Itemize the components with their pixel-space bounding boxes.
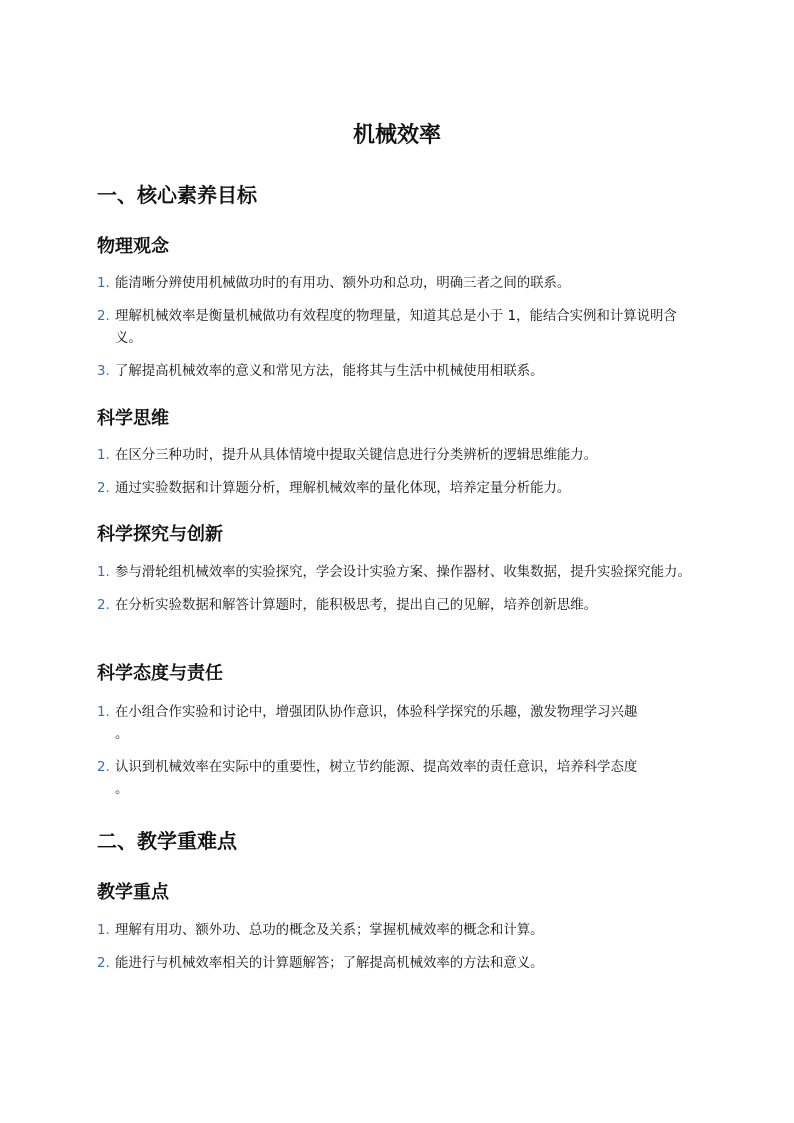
subsection-heading-scientific-thinking: 科学思维 [97, 408, 169, 429]
list-number: 1. [97, 705, 110, 720]
section-heading-core-goals: 一、核心素养目标 [97, 183, 257, 207]
list-number: 1. [97, 276, 110, 291]
list-item-text: 能清晰分辨使用机械做功时的有用功、额外功和总功，明确三者之间的联系。 [115, 276, 571, 291]
list-item [97, 478, 697, 500]
list-item-ending: 。 [115, 782, 129, 797]
list-number: 1. [97, 448, 110, 463]
scientific-thinking-list [97, 445, 697, 500]
list-item-text: 能进行与机械效率相关的计算题解答；了解提高机械效率的方法和意义。 [115, 956, 544, 971]
list-item-text: 在分析实验数据和解答计算题时，能积极思考，提出自己的见解，培养创新思维。 [115, 598, 598, 613]
subsection-heading-inquiry-innovation: 科学探究与创新 [97, 524, 223, 545]
list-number: 1. [97, 923, 110, 938]
attitude-responsibility-list [97, 702, 697, 801]
list-item [97, 361, 697, 383]
list-item [97, 953, 697, 975]
list-item-text: 参与滑轮组机械效率的实验探究，学会设计实验方案、操作器材、收集数据，提升实验探究能力。 [115, 565, 691, 580]
list-item-ending: 。 [115, 727, 129, 742]
list-item-text: 认识到机械效率在实际中的重要性，树立节约能源、提高效率的责任意识，培养科学态度 [115, 760, 638, 775]
list-number: 2. [97, 309, 110, 324]
subsection-heading-teaching-focus: 教学重点 [97, 882, 169, 903]
list-number: 1. [97, 565, 110, 580]
list-item-text: 通过实验数据和计算题分析，理解机械效率的量化体现，培养定量分析能力。 [115, 481, 571, 496]
inquiry-innovation-list [97, 562, 697, 617]
list-number: 2. [97, 481, 110, 496]
list-item-text: 在小组合作实验和讨论中，增强团队协作意识，体验科学探究的乐趣，激发物理学习兴趣 [115, 705, 638, 720]
physics-concept-list [97, 273, 697, 383]
list-item-text: 了解提高机械效率的意义和常见方法，能将其与生活中机械使用相联系。 [115, 364, 544, 379]
list-item [97, 306, 697, 350]
list-item-text: 理解机械效率是衡量机械做功有效程度的物理量，知道其总是小于 1，能结合实例和计算说明含义。 [115, 309, 677, 346]
subsection-heading-attitude-responsibility: 科学态度与责任 [97, 663, 223, 684]
subsection-heading-physics-concept: 物理观念 [97, 236, 169, 257]
list-item-text: 在区分三种功时，提升从具体情境中提取关键信息进行分类辨析的逻辑思维能力。 [115, 448, 598, 463]
section-heading-key-difficulties: 二、教学重难点 [97, 829, 237, 853]
list-number: 2. [97, 598, 110, 613]
list-number: 3. [97, 364, 110, 379]
list-item [97, 445, 697, 467]
list-item [97, 757, 697, 801]
list-item [97, 920, 697, 942]
list-number: 2. [97, 760, 110, 775]
list-number: 2. [97, 956, 110, 971]
list-item-text: 理解有用功、额外功、总功的概念及关系；掌握机械效率的概念和计算。 [115, 923, 544, 938]
teaching-focus-list [97, 920, 697, 975]
list-item [97, 273, 697, 295]
list-item [97, 595, 697, 617]
list-item [97, 702, 697, 746]
list-item [97, 562, 697, 584]
page-title: 机械效率 [352, 123, 441, 148]
